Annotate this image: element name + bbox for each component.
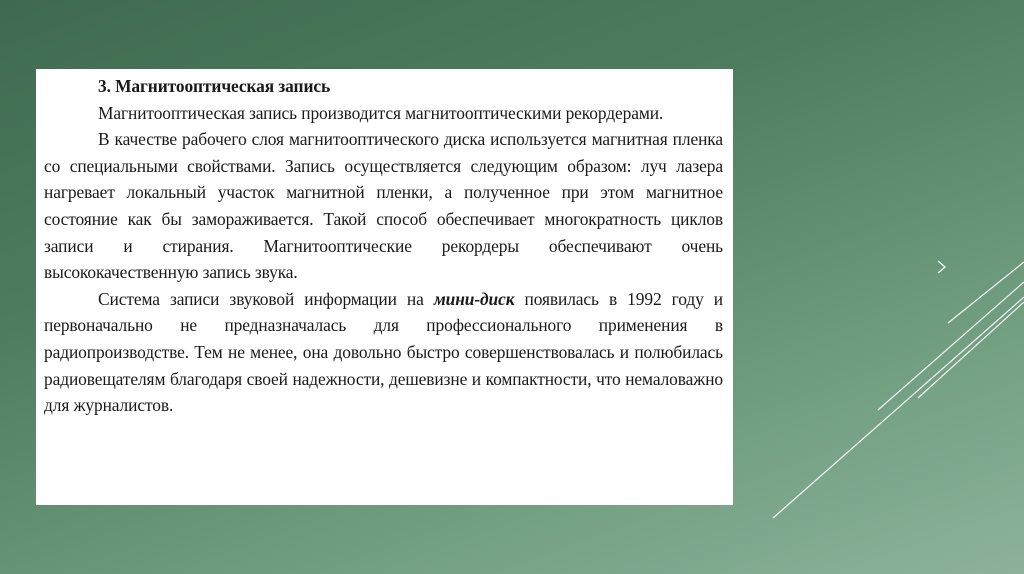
decor-line: [918, 302, 1024, 398]
decor-line: [773, 297, 1024, 518]
document-page: [36, 69, 733, 505]
decor-line: [878, 282, 1024, 410]
arrow-chevron-icon: [938, 261, 945, 273]
paragraph-3: [44, 286, 723, 419]
paragraph-2: В качестве рабочего слоя магнитооптического диска используется магнитная пленка со специальными свойствами. Запись осуществляется следующим образом: луч лазера нагревает локальный участок магнитной пленки, а полученное при этом магнитное состояние как бы замораживается. Такой способ обеспечивает многократность циклов записи и стирания. Магнитооптические рекордеры обеспечивают очень высококачественную запись звука.: [44, 129, 723, 283]
section-heading: 3. Магнитооптическая запись: [98, 76, 331, 96]
decor-line: [948, 262, 1024, 323]
minidisc-term: мини-диск: [433, 288, 515, 309]
paragraph-3-end: появилась в 1992 году и первоначально не предназначалась для профессионального применения в радиопроизводстве. Тем не менее, она довольно быстро совершенствовалась и полюбилась радиовещателям благодаря своей надежности, дешевизне и компактности, что немаловажно для журналистов.: [44, 288, 723, 416]
paragraph-3-start: Система записи звуковой информации на: [98, 288, 434, 309]
paragraph-1: Магнитооптическая запись производится магнитооптическими рекордерами.: [98, 102, 664, 123]
